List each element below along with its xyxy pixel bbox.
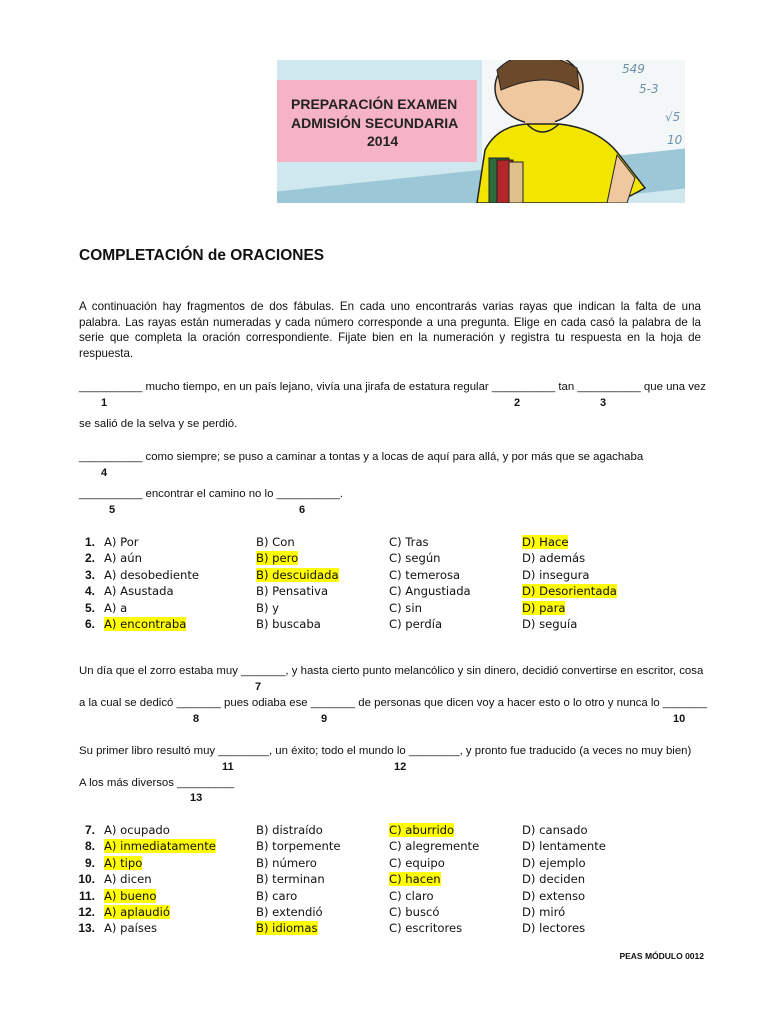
answer-option-selected[interactable]: D) para [522, 600, 566, 615]
answer-option[interactable]: B) número [256, 855, 317, 870]
answer-option[interactable]: D) cansado [522, 823, 588, 837]
blank-number: 11 [222, 761, 234, 773]
question-number: 10. [78, 872, 95, 887]
answer-option[interactable]: C) Tras [389, 535, 429, 549]
answer-option[interactable]: C) sin [389, 600, 422, 615]
blank-number: 2 [514, 397, 521, 409]
answer-option[interactable]: D) miró [522, 905, 566, 919]
blank-number: 9 [321, 713, 328, 725]
answer-option[interactable]: A) a [104, 600, 128, 615]
answer-option[interactable]: A) dicen [104, 872, 152, 887]
blank-number: 3 [600, 397, 607, 409]
answer-option[interactable]: B) extendió [256, 905, 323, 919]
answer-option[interactable]: A) Por [104, 535, 139, 549]
answer-option[interactable]: C) alegremente [389, 839, 480, 854]
student-illustration [467, 60, 685, 203]
answer-option[interactable]: B) y [256, 600, 280, 615]
answer-option[interactable]: B) buscaba [256, 617, 321, 631]
answer-option-selected[interactable]: A) inmediatamente [104, 839, 216, 854]
board-mark: √5 [665, 110, 681, 124]
question-number: 3. [84, 567, 95, 582]
question-number: 6. [84, 617, 95, 631]
question-number: 7. [84, 823, 95, 837]
answer-option[interactable]: D) insegura [522, 567, 590, 582]
answer-option[interactable]: D) seguía [522, 617, 578, 631]
blank-number: 1 [101, 397, 108, 409]
answer-option[interactable]: A) ocupado [104, 823, 170, 837]
fable1-line-4: __________ encontrar el camino no lo __________. [79, 488, 344, 500]
answer-option[interactable]: B) caro [256, 888, 298, 903]
fable1-line-1: __________ mucho tiempo, en un país lejano, vivía una jirafa de estatura regular __________ tan __________ que una vez [79, 381, 706, 393]
question-number: 1. [84, 535, 95, 549]
answer-option[interactable]: D) deciden [522, 872, 586, 887]
intro-paragraph: A continuación hay fragmentos de dos fábulas. En cada uno encontrarás varias rayas que indican la falta de una palabra. Las rayas están numeradas y cada número corresponde a una pregunta. Elige en cada casó la palabra de la serie que completa la oración correspondiente. Fijate bien en la numeración y registra tu respuesta en la hoja de respuesta. [79, 300, 701, 360]
answer-option[interactable]: C) equipo [389, 855, 445, 870]
answer-option[interactable]: C) temerosa [389, 567, 461, 582]
question-number: 9. [84, 855, 95, 870]
blank-number: 7 [255, 681, 262, 693]
board-mark: 10 [667, 133, 683, 147]
answer-option[interactable]: C) claro [389, 888, 434, 903]
question-number: 8. [84, 839, 95, 854]
answer-option[interactable]: B) Pensativa [256, 584, 329, 599]
answer-option-selected[interactable]: B) idiomas [256, 921, 318, 936]
answer-option-selected[interactable]: B) pero [256, 551, 299, 566]
answer-option[interactable]: C) perdía [389, 617, 443, 631]
answer-option[interactable]: D) lectores [522, 921, 586, 936]
answer-option[interactable]: D) además [522, 551, 586, 566]
answer-option-selected[interactable]: C) hacen [389, 872, 441, 887]
answer-option-selected[interactable]: D) Hace [522, 535, 569, 549]
fable2-line-4: A los más diversos _________ [79, 777, 235, 789]
fable2-line-3: Su primer libro resultó muy ________, un éxito; todo el mundo lo ________, y pronto fue traducido (a veces no muy bien) [79, 745, 692, 757]
fable2-line-1: Un día que el zorro estaba muy _______, y hasta cierto punto melancólico y sin dinero, decidió convertirse en escritor, cosa [79, 665, 704, 677]
answer-option-selected[interactable]: B) descuidada [256, 567, 339, 582]
header-banner [277, 60, 685, 203]
answer-option[interactable]: A) países [104, 921, 158, 936]
board-mark: 549 [622, 62, 645, 76]
answer-option-selected[interactable]: A) tipo [104, 855, 143, 870]
blank-number: 10 [673, 713, 686, 725]
fable1-line-2: se salió de la selva y se perdió. [79, 418, 238, 430]
blank-number: 4 [101, 467, 108, 479]
banner-line-2: ADMISIÓN SECUNDARIA [291, 115, 459, 131]
answer-option[interactable]: B) terminan [256, 872, 325, 887]
banner-line-1: PREPARACIÓN EXAMEN [291, 96, 458, 112]
question-number: 4. [84, 584, 95, 599]
answer-option[interactable]: B) Con [256, 535, 295, 549]
answer-option[interactable]: B) distraído [256, 823, 323, 837]
question-number: 11. [78, 888, 95, 903]
answer-option-selected[interactable]: A) aplaudió [104, 905, 170, 919]
blank-number: 13 [190, 792, 203, 804]
answer-option[interactable]: B) torpemente [256, 839, 341, 854]
answer-option[interactable]: C) escritores [389, 921, 463, 936]
answer-option[interactable]: C) Angustiada [389, 584, 471, 599]
fable1-line-3: __________ como siempre; se puso a caminar a tontas y a locas de aquí para allá, y por más que se agachaba [79, 451, 644, 463]
board-mark: 5-3 [639, 82, 659, 96]
question-number: 5. [84, 600, 95, 615]
blank-number: 12 [394, 761, 407, 773]
question-number: 12. [78, 905, 95, 919]
question-number: 2. [84, 551, 95, 566]
answer-option-selected[interactable]: D) Desorientada [522, 584, 617, 599]
page-title: COMPLETACIÓN de ORACIONES [79, 247, 325, 264]
blank-number: 5 [109, 504, 116, 516]
question-number: 13. [78, 921, 95, 936]
answer-option[interactable]: D) extenso [522, 888, 586, 903]
answer-option[interactable]: C) buscó [389, 905, 440, 919]
answer-option-selected[interactable]: A) encontraba [104, 617, 187, 631]
banner-line-3: 2014 [367, 133, 399, 149]
answer-option[interactable]: A) desobediente [104, 567, 199, 582]
blank-number: 6 [299, 504, 306, 516]
answer-option[interactable]: C) según [389, 551, 441, 566]
answer-option[interactable]: A) Asustada [104, 584, 174, 599]
blank-number: 8 [193, 713, 200, 725]
answer-option[interactable]: A) aún [104, 551, 142, 566]
answer-option-selected[interactable]: A) bueno [104, 888, 157, 903]
fable2-line-2: a la cual se dedicó _______ pues odiaba ese _______ de personas que dicen voy a hacer esto o lo otro y nunca lo _______ [79, 697, 708, 709]
answer-option[interactable]: D) lentamente [522, 839, 606, 854]
footer-code: PEAS MÓDULO 0012 [619, 951, 704, 961]
answer-option[interactable]: D) ejemplo [522, 855, 586, 870]
answer-option-selected[interactable]: C) aburrido [389, 823, 455, 837]
